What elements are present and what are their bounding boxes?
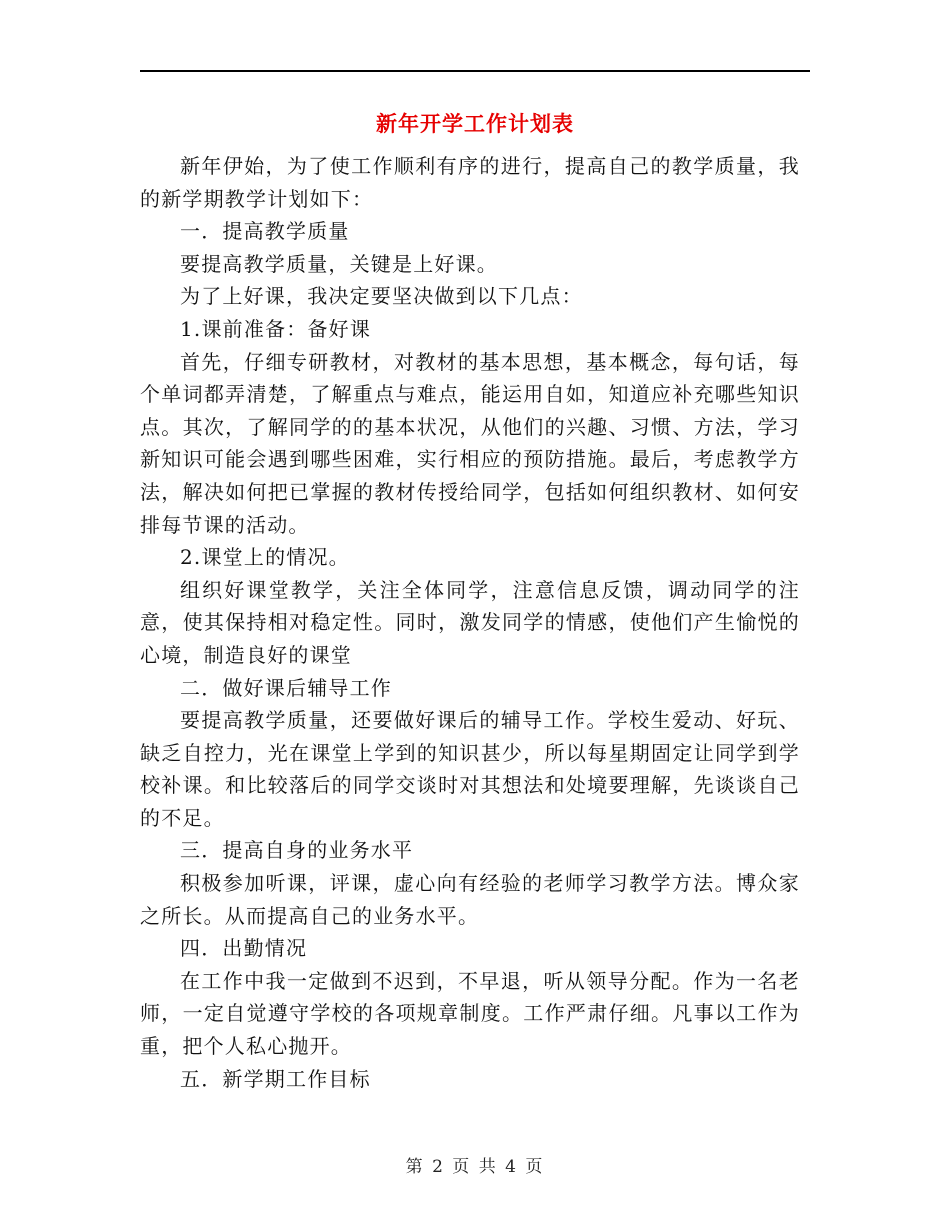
heading-section-4: 四．出勤情况 xyxy=(180,936,308,961)
subheading-1: 1.课前准备：备好课 xyxy=(180,316,372,341)
page-number-footer: 第 2 页 共 4 页 xyxy=(405,1157,545,1177)
heading-section-5: 五．新学期工作目标 xyxy=(180,1066,371,1091)
paragraph: 积极参加听课，评课，虚心向有经验的老师学习教学方法。博众家之所长。从而提高自己的业务水平。 xyxy=(140,871,800,928)
paragraph: 在工作中我一定做到不迟到，不早退，听从领导分配。作为一名老师，一定自觉遵守学校的各项规章制度。工作严肃仔细。凡事以工作为重，把个人私心抛开。 xyxy=(140,968,800,1059)
heading-section-1: 一．提高教学质量 xyxy=(180,219,350,244)
document-title: 新年开学工作计划表 xyxy=(376,112,574,136)
paragraph: 要提高教学质量，还要做好课后的辅导工作。学校生爱动、好玩、缺乏自控力，光在课堂上学到的知识甚少，所以每星期固定让同学到学校补课。和比较落后的同学交谈时对其想法和处境要理解，先谈谈自己的不足。 xyxy=(140,708,800,830)
header-rule xyxy=(140,70,810,72)
document-body xyxy=(140,150,800,1095)
paragraph: 组织好课堂教学，关注全体同学，注意信息反馈，调动同学的注意，使其保持相对稳定性。同时，激发同学的情感，使他们产生愉悦的心境，制造良好的课堂 xyxy=(140,577,800,667)
paragraph: 要提高教学质量，关键是上好课。 xyxy=(180,251,498,276)
paragraph: 为了上好课，我决定要坚决做到以下几点： xyxy=(180,284,583,309)
heading-section-3: 三．提高自身的业务水平 xyxy=(180,838,414,863)
subheading-2: 2.课堂上的情况。 xyxy=(180,545,350,570)
heading-section-2: 二．做好课后辅导工作 xyxy=(180,675,392,700)
paragraph: 首先，仔细专研教材，对教材的基本思想，基本概念，每句话，每个单词都弄清楚，了解重点与难点，能运用自如，知道应补充哪些知识点。其次，了解同学的的基本状况，从他们的兴趣、习惯、方法，学习新知识可能会遇到哪些困难，实行相应的预防措施。最后，考虑教学方法，解决如何把已掌握的教材传授给同学，包括如何组织教材、如何安排每节课的活动。 xyxy=(140,349,800,537)
paragraph-intro: 新年伊始，为了使工作顺利有序的进行，提高自己的教学质量，我的新学期教学计划如下： xyxy=(140,154,800,211)
